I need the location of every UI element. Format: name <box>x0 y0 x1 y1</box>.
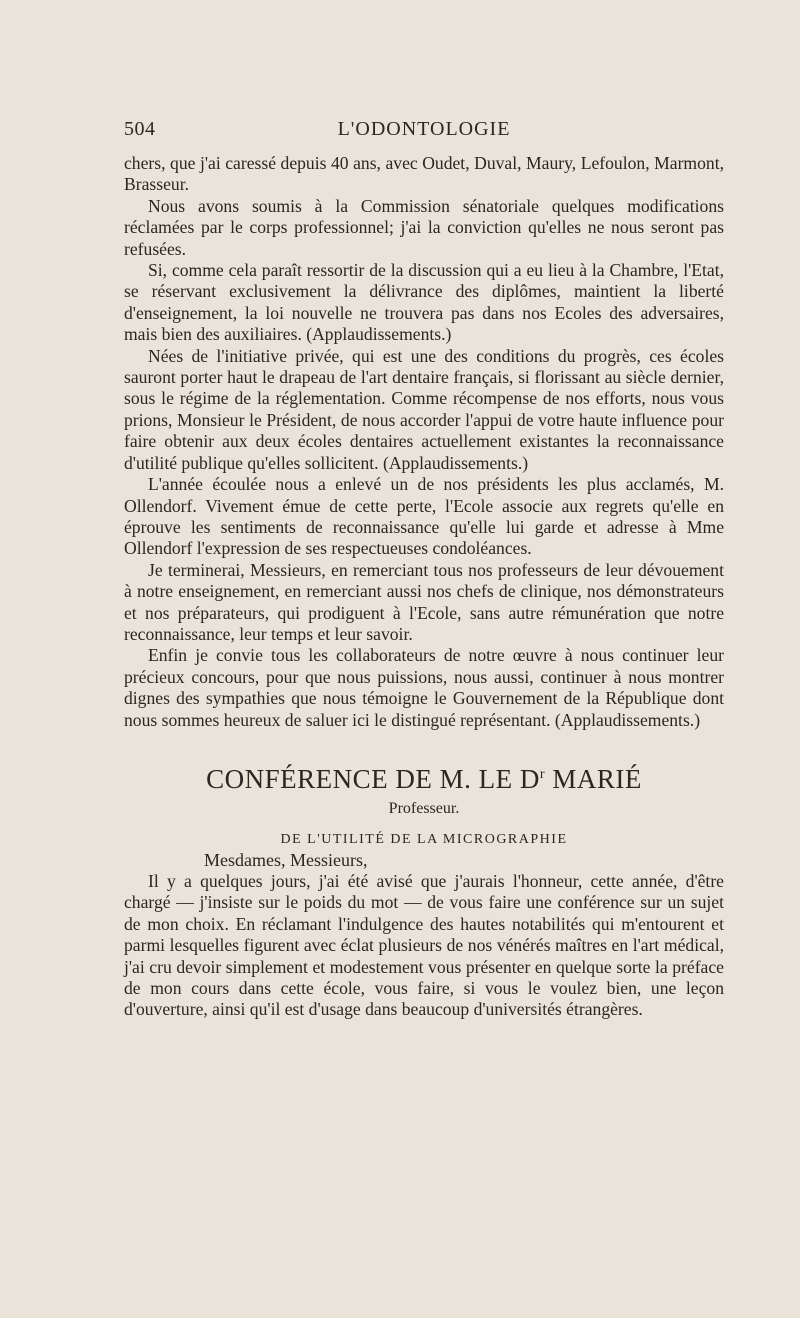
salutation: Mesdames, Messieurs, <box>204 849 368 870</box>
paragraph: Je terminerai, Messieurs, en remerciant tous nos professeurs de leur dévouement à notre enseignement, en remerciant aussi nos chefs de clinique, nos démonstrateurs et nos préparateurs, qui prodiguent à l'Ecole, sans autre rémunération que notre reconnaissance, leur temps et leur savoir. <box>124 559 724 644</box>
conference-title-prefix: CONFÉRENCE DE M. LE D <box>206 763 540 794</box>
paragraph: Nous avons soumis à la Commission sénatoriale quelques modifications réclamées par le corps professionnel; j'ai la conviction qu'elles ne nous seront pas refusées. <box>124 195 724 259</box>
section-heading: DE L'UTILITÉ DE LA MICROGRAPHIE <box>280 831 568 847</box>
conference-subtitle: Professeur. <box>388 799 460 817</box>
paragraph: Nées de l'initiative privée, qui est une des conditions du progrès, ces écoles sauront porter haut le drapeau de l'art dentaire français, si florissant au siècle dernier, sous le régime de la réglementation. Comme récompense de nos efforts, nous vous prions, Monsieur le Président, de nous accorder l'appui de votre haute influence pour faire obtenir aux deux écoles dentaires actuellement existantes la reconnaissance d'utilité publique qu'elles sollicitent. (Applaudissements.) <box>124 345 724 473</box>
conference-title <box>124 759 724 795</box>
paragraph: Si, comme cela paraît ressortir de la discussion qui a eu lieu à la Chambre, l'Etat, se réservant exclusivement la délivrance des diplômes, maintient la liberté d'enseignement, la loi nouvelle ne trouvera pas dans nos Ecoles des adversaires, mais bien des auxiliaires. (Applaudissements.) <box>124 260 724 345</box>
page-body <box>124 153 724 1021</box>
page-number: 504 <box>124 118 156 140</box>
conference-title-suffix: MARIÉ <box>545 763 642 794</box>
paragraph: L'année écoulée nous a enlevé un de nos présidents les plus acclamés, M. Ollendorf. Vivement émue de cette perte, l'Ecole associe aux regrets qu'elle en éprouve les sentiments de reconnaissance qu'elle lui garde et adresse à Mme Ollendorf l'expression de ses respectueuses condoléances. <box>124 474 724 559</box>
page-header <box>124 118 724 146</box>
conference-title-sup: r <box>539 766 546 782</box>
paragraph: Enfin je convie tous les collaborateurs de notre œuvre à nous continuer leur précieux concours, pour que nous puissions, nous aussi, continuer à nous montrer dignes des sympathies que nous témoigne le Gouvernement de la République dont nous sommes heureux de saluer ici le distingué représentant. (Applaudissements.) <box>124 645 724 730</box>
running-title: L'ODONTOLOGIE <box>337 118 511 140</box>
paragraph: Il y a quelques jours, j'ai été avisé que j'aurais l'honneur, cette année, d'être chargé — j'insiste sur le poids du mot — de vous faire une conférence sur un sujet de mon choix. En réclamant l'indulgence des hautes notabilités qui m'entourent et parmi lesquelles figurent avec éclat plusieurs de nos vénérés maîtres en l'art médical, j'ai cru devoir simplement et modestement vous présenter en quelque sorte la préface de mon cours dans cette école, vous faire, si vous le voulez bien, une leçon d'ouverture, ainsi qu'il est d'usage dans beaucoup d'universités étrangères. <box>124 870 724 1020</box>
paragraph-continuation: chers, que j'ai caressé depuis 40 ans, avec Oudet, Duval, Maury, Lefoulon, Marmont, Brasseur. <box>124 153 724 195</box>
